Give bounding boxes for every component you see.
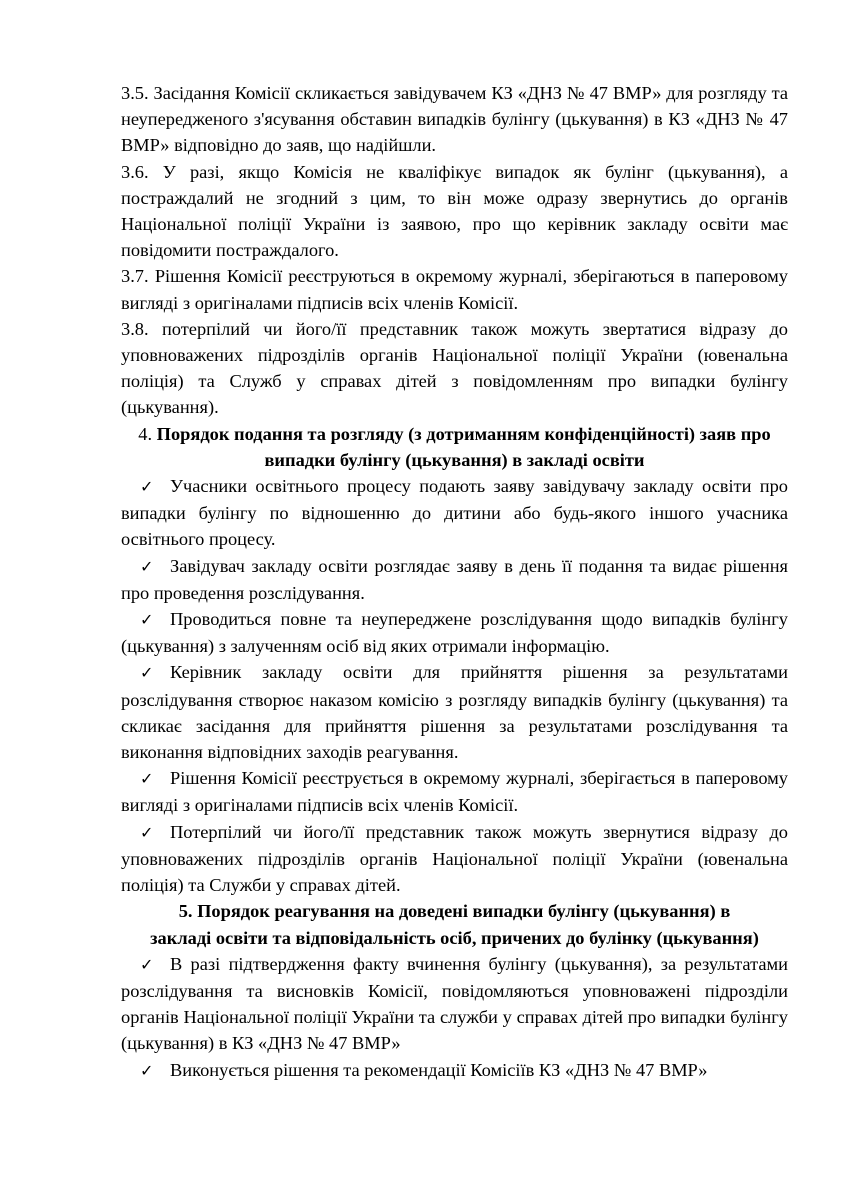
section-5-heading [121,898,788,950]
list-item-text: Завідувач закладу освіти розглядає заяву в день її подання та видає рішення про проведення розслідування. [121,555,788,603]
section-5-title-line-2: закладі освіти та відповідальність осіб, причених до булінку (цькування) [150,927,759,948]
list-item [121,606,788,659]
check-mark-icon: ✓ [140,556,154,576]
list-item [121,659,788,765]
list-item-text: Керівник закладу освіти для прийняття рішення за результатами розслідування створює наказом комісію з розгляду випадків булінгу (цькування) та скликає засідання для прийняття рішення за результатами розслідування та виконання відповідних заходів реагування. [121,662,788,763]
paragraph-3-8: 3.8. потерпілий чи його/її представник також можуть звертатися відразу до уповноважених підрозділів органів Національної поліції України (ювенальна поліція) та Служб у справах дітей з повідомленням про випадки булінгу (цькування). [121,318,788,418]
list-item-text: В разі підтвердження факту вчинення булінгу (цькування), за результатами розслідування та висновків Комісії, повідомляються уповноважені підрозділи органів Національної поліції України та служби у справах дітей про випадки булінгу (цькування) в КЗ «ДНЗ № 47 ВМР» [121,953,788,1054]
list-item-text: Виконується рішення та рекомендації Комісіїв КЗ «ДНЗ № 47 ВМР» [170,1059,708,1080]
list-item-text: Рішення Комісії реєструється в окремому журналі, зберігається в паперовому вигляді з оригіналами підписів всіх членів Комісії. [121,768,788,816]
list-item [121,553,788,606]
check-mark-icon: ✓ [140,769,154,789]
document-content [121,80,788,1084]
list-item-text: Проводиться повне та неупереджене розслідування щодо випадків булінгу (цькування) з залученням осіб від яких отримали інформацію. [121,609,788,657]
check-mark-icon: ✓ [140,954,154,974]
check-mark-icon: ✓ [140,1060,154,1080]
list-item [121,951,788,1057]
list-item [121,1057,788,1084]
paragraph-3-7: 3.7. Рішення Комісії реєструються в окремому журналі, зберігаються в паперовому вигляді з оригіналами підписів всіх членів Комісії. [121,266,788,313]
section-5-title-line-1: 5. Порядок реагування на доведені випадки булінгу (цькування) в [178,901,731,922]
list-item [121,765,788,818]
section-4-heading [121,421,788,473]
check-mark-icon: ✓ [140,822,154,842]
check-mark-icon: ✓ [140,610,154,630]
list-item [121,473,788,553]
section-4-title: Порядок подання та розгляду (з дотриманням конфіденційності) заяв про випадки булінгу (цькування) в закладі освіти [156,423,771,470]
check-mark-icon: ✓ [140,477,154,497]
list-item [121,819,788,899]
list-item-text: Потерпілий чи його/її представник також можуть звернутися відразу до уповноважених підрозділів органів Національної поліції України (ювенальна поліція) та Служби у справах дітей. [121,821,788,896]
section-4-number: 4. [138,423,153,444]
check-mark-icon: ✓ [140,663,154,683]
paragraph-3-5: 3.5. Засідання Комісії скликається завідувачем КЗ «ДНЗ № 47 ВМР» для розгляду та неупередженого з'ясування обставин випадків булінгу (цькування) в КЗ «ДНЗ № 47 ВМР» відповідно до заяв, що надійшли. [121,83,788,156]
paragraph-3-6: 3.6. У разі, якщо Комісія не кваліфікує випадок як булінг (цькування), а постраждалий не згодний з цим, то він може одразу звернутись до органів Національної поліції України із заявою, про що керівник закладу освіти має повідомити постраждалого. [121,161,788,261]
list-item-text: Учасники освітнього процесу подають заяву завідувачу закладу освіти про випадки булінгу по відношенню до дитини або будь-якого іншого учасника освітнього процесу. [121,476,788,550]
